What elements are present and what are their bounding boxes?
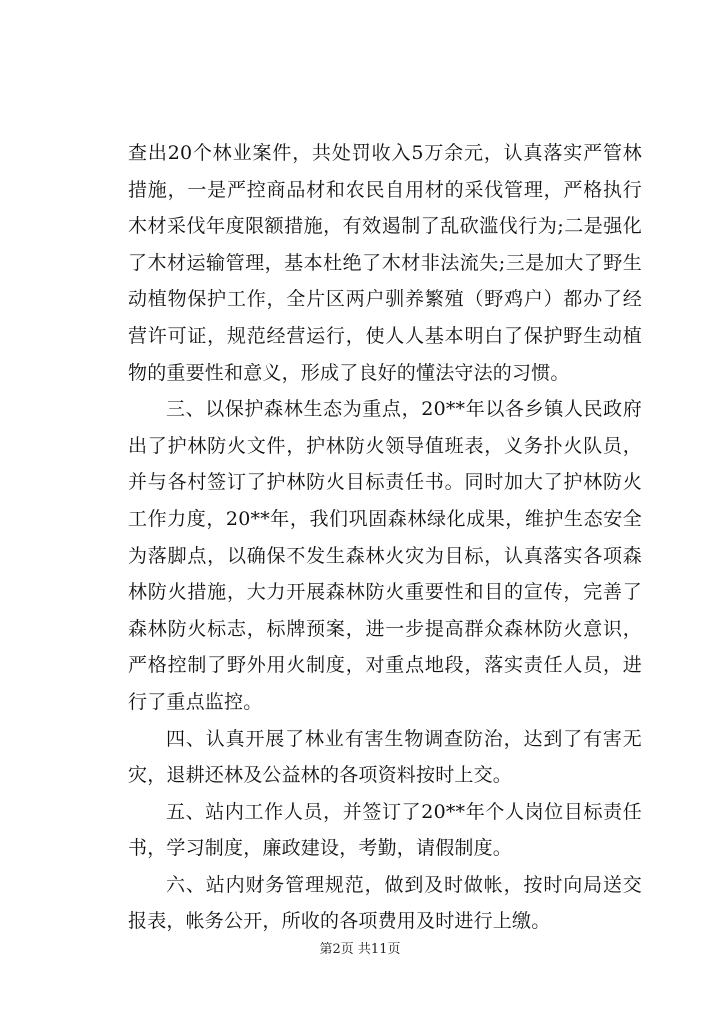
paragraph-staff-responsibility: 五、站内工作人员，并签订了20**年个人岗位目标责任书，学习制度，廉政建设，考勤，请假制度。 bbox=[128, 800, 642, 860]
document-body bbox=[128, 135, 642, 940]
paragraph-pest-control: 四、认真开展了林业有害生物调查防治，达到了有害无灾，退耕还林及公益林的各项资料按时上交。 bbox=[128, 727, 642, 787]
page-number-footer: 第2页 共11页 bbox=[319, 942, 401, 957]
paragraph-forest-fire-prevention: 三、以保护森林生态为重点，20**年以各乡镇人民政府出了护林防火文件，护林防火领导值班表，义务扑火队员，并与各村签订了护林防火目标责任书。同时加大了护林防火工作力度，20**年，我们巩固森林绿化成果，维护生态安全为落脚点，以确保不发生森林火灾为目标，认真落实各项森林防火措施，大力开展森林防火重要性和目的宣传，完善了森林防火标志，标牌预案，进一步提高群众森林防火意识，严格控制了野外用火制度，对重点地段，落实责任人员，进行了重点监控。 bbox=[128, 398, 642, 713]
paragraph-case-enforcement: 查出20个林业案件，共处罚收入5万余元，认真落实严管林措施，一是严控商品材和农民自用材的采伐管理，严格执行木材采伐年度限额措施，有效遏制了乱砍滥伐行为;二是强化了木材运输管理，基本杜绝了木材非法流失;三是加大了野生动植物保护工作，全片区两户驯养繁殖（野鸡户）都办了经营许可证，规范经营运行，使人人基本明白了保护野生动植物的重要性和意义，形成了良好的懂法守法的习惯。 bbox=[128, 142, 642, 384]
paragraph-financial-management: 六、站内财务管理规范，做到及时做帐，按时向局送交报表，帐务公开，所收的各项费用及时进行上缴。 bbox=[128, 873, 642, 933]
